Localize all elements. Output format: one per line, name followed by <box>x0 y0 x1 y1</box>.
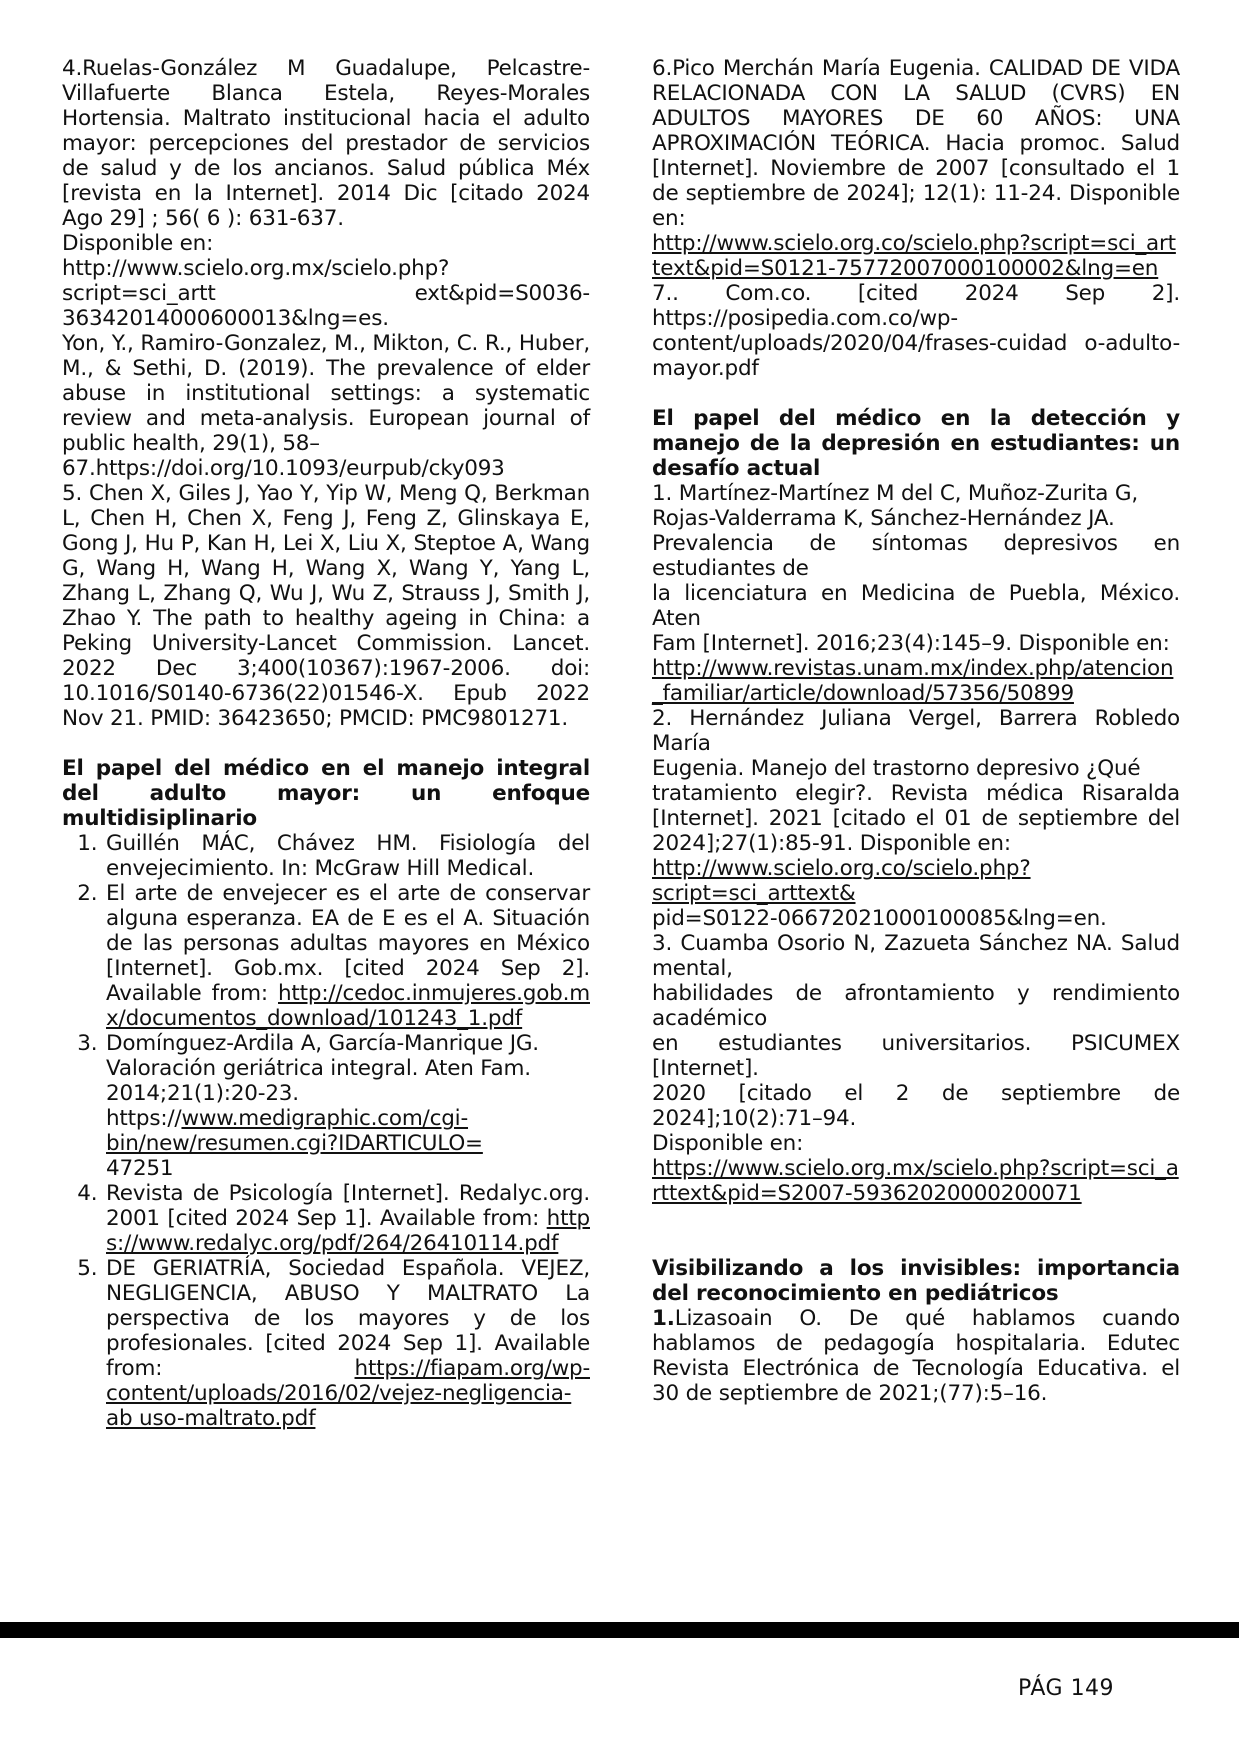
reference-yon: Yon, Y., Ramiro-Gonzalez, M., Mikton, C. R., Huber, M., & Sethi, D. (2019). The prevalence of elder abuse in institutional settings: a systematic review and meta-analysis. European journal of public health, 29(1), 58– <box>62 331 590 456</box>
reference-d1-line-3: Prevalencia de síntomas depresivos en estudiantes de <box>652 531 1180 581</box>
reference-list-adulto-mayor <box>62 831 590 1431</box>
reference-d1-line-2: Rojas-Valderrama K, Sánchez-Hernández JA. <box>652 506 1115 531</box>
reference-d2: 2. Hernández Juliana Vergel, Barrera Robledo María <box>652 706 1180 756</box>
reference-6-link[interactable]: http://www.scielo.org.co/scielo.php?script=sci_arttext&pid=S0121-75772007000100002&lng=en <box>652 231 1176 281</box>
reference-link[interactable]: https://fiapam.org/wp-content/uploads/2016/02/vejez-negligencia-ab uso-maltrato.pdf <box>106 1356 590 1431</box>
reference-d1-line-4: la licenciatura en Medicina de Puebla, México. Aten <box>652 581 1180 631</box>
reference-4: 4.Ruelas-González M Guadalupe, Pelcastre-Villafuerte Blanca Estela, Reyes-Morales Hortensia. Maltrato institucional hacia el adulto mayor: percepciones del prestador de servicios de salud y de los ancianos. Salud pública Méx [revista en la Internet]. 2014 Dic [citado 2024 Ago 29] ; 56( 6 ): 631-637. <box>62 56 590 231</box>
section-heading-invisibles: Visibilizando a los invisibles: importancia del reconocimiento en pediátricos <box>652 1256 1180 1306</box>
reference-4-url-2: script=sci_artt ext&pid=S0036-36342014000600013&lng=es. <box>62 281 590 331</box>
reference-7: 7.. Com.co. [cited 2024 Sep 2]. https://posipedia.com.co/wp-content/uploads/2020/04/frases-cuidad o-adulto-mayor.pdf <box>652 281 1180 381</box>
reference-d2-line-3: tratamiento elegir?. Revista médica Risaralda [Internet]. 2021 [citado el 01 de septiembre del 2024];27(1):85-91. Disponible en: <box>652 781 1180 856</box>
reference-d3-line-3: en estudiantes universitarios. PSICUMEX [Internet]. <box>652 1031 1180 1081</box>
reference-link[interactable]: https://www.redalyc.org/pdf/264/26410114.pdf <box>106 1206 590 1256</box>
reference-link[interactable]: http://cedoc.inmujeres.gob.mx/documentos_download/101243_1.pdf <box>106 981 590 1031</box>
reference-d2-line-2: Eugenia. Manejo del trastorno depresivo ¿Qué <box>652 756 1141 781</box>
reference-v1: 1.Lizasoain O. De qué hablamos cuando hablamos de pedagogía hospitalaria. Edutec Revista Electrónica de Tecnología Educativa. el 30 de septiembre de 2021;(77):5–16. <box>652 1306 1180 1406</box>
reference-d3-line-2: habilidades de afrontamiento y rendimiento académico <box>652 981 1180 1031</box>
reference-6: 6.Pico Merchán María Eugenia. CALIDAD DE VIDA RELACIONADA CON LA SALUD (CVRS) EN ADULTOS MAYORES DE 60 AÑOS: UNA APROXIMACIÓN TEÓRICA. Hacia promoc. Salud [Internet]. Noviembre de 2007 [consultado el 1 de septiembre de 2024]; 12(1): 11-24. Disponible en: <box>652 56 1180 231</box>
right-column <box>652 56 1180 1406</box>
reference-d1: 1. Martínez-Martínez M del C, Muñoz-Zurita G, <box>652 481 1139 506</box>
reference-d3-line-4: 2020 [citado el 2 de septiembre de 2024];10(2):71–94. <box>652 1081 1180 1131</box>
reference-d1-line-5: Fam [Internet]. 2016;23(4):145–9. Disponible en: <box>652 631 1170 656</box>
reference-d1-link[interactable]: http://www.revistas.unam.mx/index.php/atencion_familiar/article/download/57356/50899 <box>652 656 1174 706</box>
reference-d3-line-5: Disponible en: <box>652 1131 804 1156</box>
left-column <box>62 56 590 1431</box>
reference-5: 5. Chen X, Giles J, Yao Y, Yip W, Meng Q, Berkman L, Chen H, Chen X, Feng J, Feng Z, Glinskaya E, Gong J, Hu P, Kan H, Lei X, Liu X, Steptoe A, Wang G, Wang H, Wang H, Wang X, Wang Y, Yang L, Zhang L, Zhang Q, Wu J, Wu Z, Strauss J, Smith J, Zhao Y. The path to healthy ageing in China: a Peking University-Lancet Commission. Lancet. 2022 Dec 3;400(10367):1967-2006. doi: 10.1016/S0140-6736(22)01546-X. Epub 2022 Nov 21. PMID: 36423650; PMCID: PMC9801271. <box>62 481 590 731</box>
list-item: 4. Revista de Psicología [Internet]. Redalyc.org. 2001 [cited 2024 Sep 1]. Available from: https://www.redalyc.org/pdf/264/26410114.pdf <box>104 1181 590 1256</box>
list-item: 5. DE GERIATRÍA, Sociedad Española. VEJEZ, NEGLIGENCIA, ABUSO Y MALTRATO La perspectiva de los mayores y de los profesionales. [cited 2024 Sep 1]. Available from: https://fiapam.org/wp-content/uploads/2016/02/vejez-negligencia-ab uso-maltrato.pdf <box>104 1256 590 1431</box>
section-heading-depresion: El papel del médico en la detección y manejo de la depresión en estudiantes: un desafío actual <box>652 406 1180 481</box>
reference-d2-link[interactable]: http://www.scielo.org.co/scielo.php?script=sci_arttext& <box>652 856 1031 906</box>
list-item: 2. El arte de envejecer es el arte de conservar alguna esperanza. EA de E es el A. Situación de las personas adultas mayores en México [Internet]. Gob.mx. [cited 2024 Sep 2]. Available from: http://cedoc.inmujeres.gob.mx/documentos_download/101243_1.pdf <box>104 881 590 1031</box>
list-item: 1. Guillén MÁC, Chávez HM. Fisiología del envejecimiento. In: McGraw Hill Medical. <box>104 831 590 881</box>
reference-4-url-1: http://www.scielo.org.mx/scielo.php? <box>62 256 450 281</box>
reference-d2-tail: pid=S0122-06672021000100085&lng=en. <box>652 906 1107 931</box>
reference-yon-doi: 67.https://doi.org/10.1093/eurpub/cky093 <box>62 456 505 481</box>
page-number: PÁG 149 <box>1018 1676 1115 1701</box>
reference-4-available: Disponible en: <box>62 231 214 256</box>
reference-d3: 3. Cuamba Osorio N, Zazueta Sánchez NA. Salud mental, <box>652 931 1180 981</box>
reference-d3-link[interactable]: https://www.scielo.org.mx/scielo.php?script=sci_arttext&pid=S2007-59362020000200071 <box>652 1156 1179 1206</box>
reference-link[interactable]: www.medigraphic.com/cgi-bin/new/resumen.cgi?IDARTICULO= <box>106 1106 483 1156</box>
list-item: 3. Domínguez-Ardila A, García-Manrique JG. Valoración geriátrica integral. Aten Fam. 2014;21(1):20-23. https://www.medigraphic.com/cgi-bin/new/resumen.cgi?IDARTICULO= 47251 <box>104 1031 590 1181</box>
section-heading-adulto-mayor: El papel del médico en el manejo integral del adulto mayor: un enfoque multidisiplinario <box>62 756 590 831</box>
footer-bar <box>0 1622 1239 1638</box>
